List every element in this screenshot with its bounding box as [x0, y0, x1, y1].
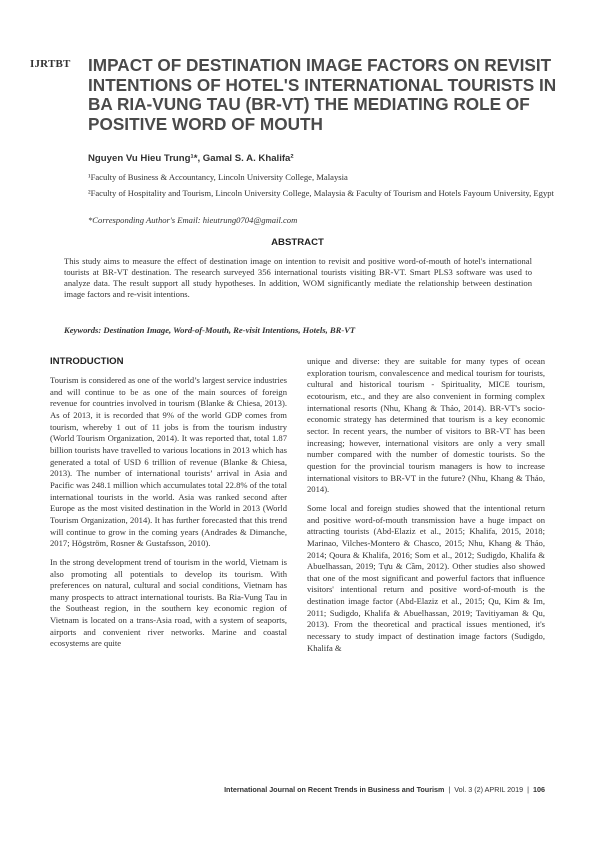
- page-footer: [0, 785, 545, 794]
- keywords: Keywords: Destination Image, Word-of-Mouth, Re-visit Intentions, Hotels, BR-VT: [64, 325, 356, 335]
- paragraph: unique and diverse: they are suitable for many types of ocean exploration tourism, convalescence and medical tourism for tourists, cultural and historical tourism - Spirituality, MICE tourism, ecotourism, etc., and they are also convenient in forming complex international resorts (Nhu, Khang & Thảo, 2014). BR-VT's socio-economic strategy has determined that tourism is a key economic sector. In recent years, the number of visitors to BR-VT has been increasing; however, international visitors are only a very small number compared with the number of domestic tourists. So the question for the provincial tourism managers is how to increase international visitors to BR-VT in the future? (Nhu, Khang & Thảo, 2014).: [307, 356, 545, 495]
- abstract-text: This study aims to measure the effect of destination image on intention to revisit and positive word-of-mouth of hotel's international tourists at BR-VT destination. The research surveyed 356 international tourists visiting BR-VT. Smart PLS3 software was used to analyze data. The result support all study hypotheses. In addition, WOM significantly mediate the relationship between destination image factors and re-visit intentions.: [64, 256, 532, 300]
- title-line: IMPACT OF DESTINATION IMAGE FACTORS ON REVISIT: [88, 55, 552, 75]
- affiliation-1: ¹Faculty of Business & Accountancy, Lincoln University College, Malaysia: [88, 172, 348, 182]
- abstract-heading: ABSTRACT: [271, 237, 324, 248]
- journal-tag: IJRTBT: [30, 58, 71, 70]
- body-column-right: [307, 356, 545, 661]
- title-line: BA RIA-VUNG TAU (BR-VT) THE MEDIATING ROLE OF: [88, 94, 530, 114]
- footer-journal-name: International Journal on Recent Trends in Business and Tourism: [224, 785, 445, 794]
- paragraph: In the strong development trend of tourism in the world, Vietnam is also promoting all potentials to develop its tourism. With preferences on natural, cultural and social conditions, Vietnam has many prospects to attract international tourists. Ba Ria-Vung Tau in the Southeast region, in the southern key economic region of Vietnam is located on a trans-Asia road, with a system of seaports, airports and convenient river networks. Marine and coastal ecosystems are quite: [50, 556, 287, 649]
- paper-title: [88, 55, 557, 134]
- paragraph: Tourism is considered as one of the world’s largest service industries and will continue to be as one of the main sources of foreign revenue for countries involved in tourism (Blanke & Chiesa, 2013). As of 2013, it is recorded that 9% of the world GDP comes from tourism, whereby 1 out of 11 jobs is from the tourism industry (World Tourism Organization, 2014). It was reported that, total 1.87 billion tourists have travelled to various locations in 2013 which has generated a total of USD 6 trillion of revenue (Blanke & Chiesa, 2013). The number of international tourists’ arrival in Asia and Pacific was 248.1 million which accumulates total 22.8% of the total international tourists in the world. Asia was ranked second after Europe as the most visited destination in the World in 2013 (World Tourism Organization, 2014). It has further forecasted that this trend will continue to grow in the coming years (Andrades & Dimanche, 2017; Högström, Rosner & Gustafsson, 2010).: [50, 375, 287, 549]
- page-number: 106: [533, 785, 545, 794]
- affiliation-2: ²Faculty of Hospitality and Tourism, Lincoln University College, Malaysia & Faculty of Tourism and Hotels Fayoum University, Egypt: [88, 188, 554, 198]
- authors: Nguyen Vu Hieu Trung¹*, Gamal S. A. Khalifa²: [88, 153, 294, 164]
- footer-separator: |: [448, 785, 451, 794]
- paragraph: Some local and foreign studies showed that the intentional return and positive word-of-mouth transmission have a huge impact on attracting tourists (Abd-Elaziz et al., 2015; Khalifa, 2015, 2018; Marinao, Vilches-Montero & Chasco, 2015; Nhu, Khang & Thảo, 2014; Qoura & Khalifa, 2016; Som et al., 2012; Sudigdo, Khalifa & Abuelhassan, 2019; Tựu & Cầm, 2012). Other studies also showed that one of the most significant and powerful factors that influence visitors' intentional return and positive word-of-mouth is the destination image factor (Abd-Elaziz et al., 2015; Qu, Kim & Im, 2011; Sudigdo, Khalifa & Abuelhassan, 2019; Tavitiyaman & Qu, 2013). From the theoretical and practical issues mentioned, it's necessary to study impact of destination image factors (Sudigdo, Khalifa &: [307, 502, 545, 653]
- footer-separator: |: [527, 785, 529, 794]
- section-heading-introduction: INTRODUCTION: [50, 356, 124, 367]
- corresponding-email: *Corresponding Author's Email: hieutrung0704@gmail.com: [88, 215, 298, 225]
- title-line: INTENTIONS OF HOTEL'S INTERNATIONAL TOURISTS IN: [88, 74, 557, 95]
- footer-volume: Vol. 3 (2) APRIL 2019: [454, 785, 524, 794]
- body-column-left: [50, 375, 287, 657]
- title-line: POSITIVE WORD OF MOUTH: [88, 113, 323, 134]
